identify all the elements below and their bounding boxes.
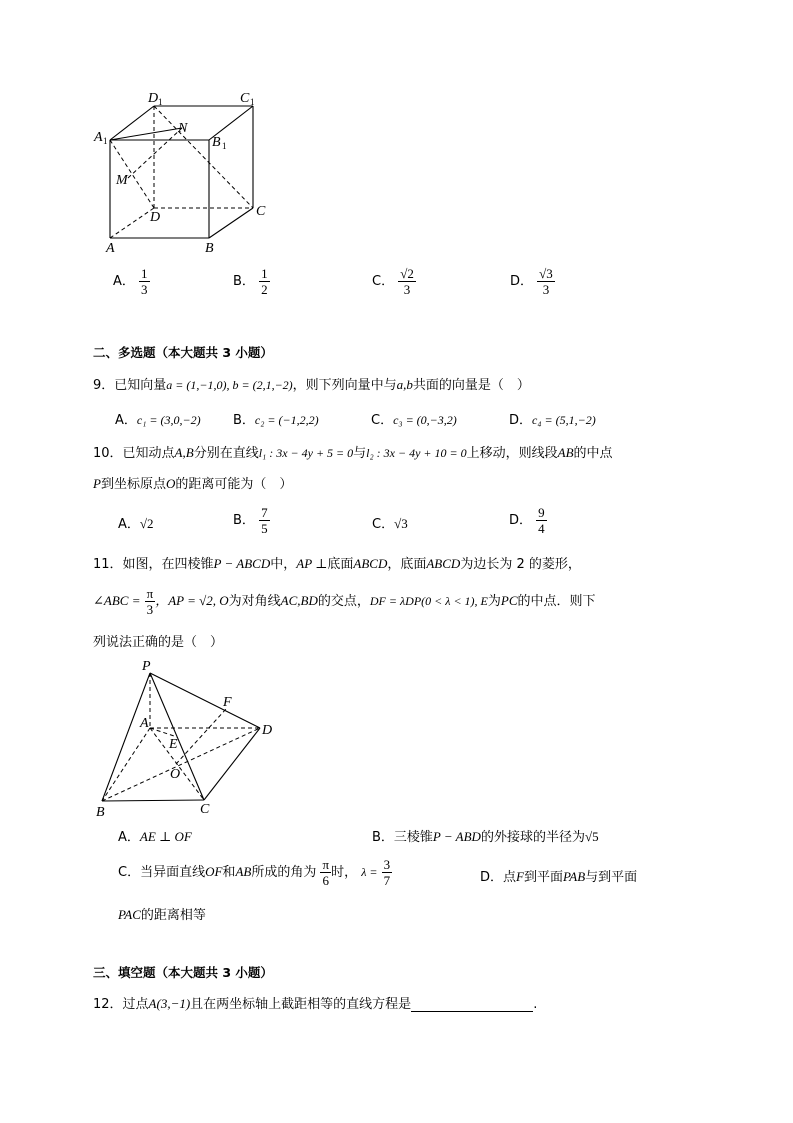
q8-option-b-letter: B． bbox=[233, 274, 255, 289]
pyr-label-A: A bbox=[140, 716, 149, 731]
q10-option-a[interactable]: A．√2 bbox=[118, 516, 154, 532]
pyramid-figure bbox=[90, 655, 290, 820]
q11-option-d-cont: PAC的距离相等 bbox=[118, 907, 206, 923]
q8-option-a-frac: $\frac{1}{3}$ bbox=[141, 266, 148, 297]
q10-stem-line2: P到坐标原点O的距离可能为（ ） bbox=[93, 476, 293, 492]
q11-option-b[interactable]: B．三棱锥P − ABD的外接球的半径为√5 bbox=[372, 829, 599, 845]
label-B: B bbox=[205, 241, 214, 256]
q10-option-b[interactable]: B． $\frac{7}{5}$ bbox=[233, 505, 268, 536]
q11-stem-line2: ∠ABC = $\frac{\pi}{3}$ ，AP = √2, O为对角线AC,BD的交点，DF = λDP(0 < λ < 1), E为PC的中点．则下 bbox=[93, 586, 596, 617]
q8-option-d[interactable] bbox=[510, 266, 555, 297]
label-D: D bbox=[150, 210, 161, 225]
q8-option-c-frac: $\frac{√2}{3}$ bbox=[400, 266, 414, 297]
q11-option-d[interactable]: D．点F到平面PAB与到平面 bbox=[480, 869, 638, 885]
pyr-label-D: D bbox=[262, 723, 273, 738]
q12-stem: 12．过点A(3,−1)且在两坐标轴上截距相等的直线方程是 . bbox=[93, 996, 538, 1012]
label-D1-sub: 1 bbox=[158, 97, 163, 107]
label-B1-sub: 1 bbox=[222, 141, 227, 151]
label-B1: B bbox=[212, 135, 221, 150]
label-N: N bbox=[178, 121, 188, 136]
q8-option-a-letter: A． bbox=[113, 274, 135, 289]
section-3-heading: 三、填空题（本大题共 3 小题） bbox=[93, 965, 273, 980]
q11-stem-line3: 列说法正确的是（ ） bbox=[93, 635, 224, 650]
q9-option-c[interactable]: C．c₃ = (0,−3,2) bbox=[371, 413, 457, 428]
label-A1-sub: 1 bbox=[103, 136, 108, 146]
q8-option-a[interactable] bbox=[113, 266, 150, 297]
q11-stem-line1: 11．如图，在四棱锥P − ABCD中，AP ⊥底面ABCD，底面ABCD为边长为 2 的菱形， bbox=[93, 556, 581, 572]
pyr-label-P: P bbox=[142, 659, 151, 674]
q9-option-d[interactable]: D．c₄ = (5,1,−2) bbox=[509, 413, 596, 428]
q12-answer-blank[interactable] bbox=[411, 997, 533, 1012]
q9-option-b[interactable]: B．c₂ = (−1,2,2) bbox=[233, 413, 319, 428]
label-C: C bbox=[256, 204, 266, 219]
pyr-label-B: B bbox=[96, 805, 105, 820]
q10-option-c[interactable]: C．√3 bbox=[372, 516, 408, 532]
q8-option-d-frac: $\frac{√3}{3}$ bbox=[539, 266, 553, 297]
pyr-label-F: F bbox=[223, 695, 232, 710]
q8-option-b[interactable] bbox=[233, 266, 270, 297]
label-A1: A bbox=[94, 130, 103, 145]
q10-option-d[interactable]: D． $\frac{9}{4}$ bbox=[509, 505, 545, 536]
label-C1-sub: 1 bbox=[250, 97, 255, 107]
q8-option-b-frac: $\frac{1}{2}$ bbox=[261, 266, 268, 297]
label-A: A bbox=[106, 241, 115, 256]
q11-option-a[interactable]: A．AE ⊥ OF bbox=[118, 829, 192, 845]
q9-vec-ab: a,b bbox=[396, 377, 413, 392]
q8-option-c[interactable] bbox=[372, 266, 416, 297]
pyr-label-O: O bbox=[170, 767, 181, 782]
q9-option-a[interactable]: A．c₁ = (3,0,−2) bbox=[115, 413, 201, 428]
q9-vectors: a = (1,−1,0), b = (2,1,−2) bbox=[166, 378, 293, 392]
label-D1: D bbox=[148, 91, 159, 106]
pyr-label-C: C bbox=[200, 802, 210, 817]
q11-option-c[interactable]: C．当异面直线OF和AB所成的角为 $\frac{\pi}{6}$ 时， λ = $\frac{3}{7}$ bbox=[118, 857, 391, 888]
cube-figure bbox=[90, 88, 280, 258]
q8-option-d-letter: D． bbox=[510, 274, 534, 289]
label-C1: C bbox=[240, 91, 250, 106]
q10-stem-line1: 10．已知动点A,B分别在直线l₁ : 3x − 4y + 5 = 0与l₂ : 3x − 4y + 10 = 0上移动，则线段AB的中点 bbox=[93, 445, 613, 461]
label-M: M bbox=[116, 173, 128, 188]
q8-option-c-letter: C． bbox=[372, 274, 395, 289]
q9-stem: 9．已知向量a = (1,−1,0), b = (2,1,−2)，则下列向量中与a,b共面的向量是（ ） bbox=[93, 377, 530, 393]
pyr-label-E: E bbox=[169, 737, 178, 752]
section-2-heading: 二、多选题（本大题共 3 小题） bbox=[93, 345, 273, 360]
